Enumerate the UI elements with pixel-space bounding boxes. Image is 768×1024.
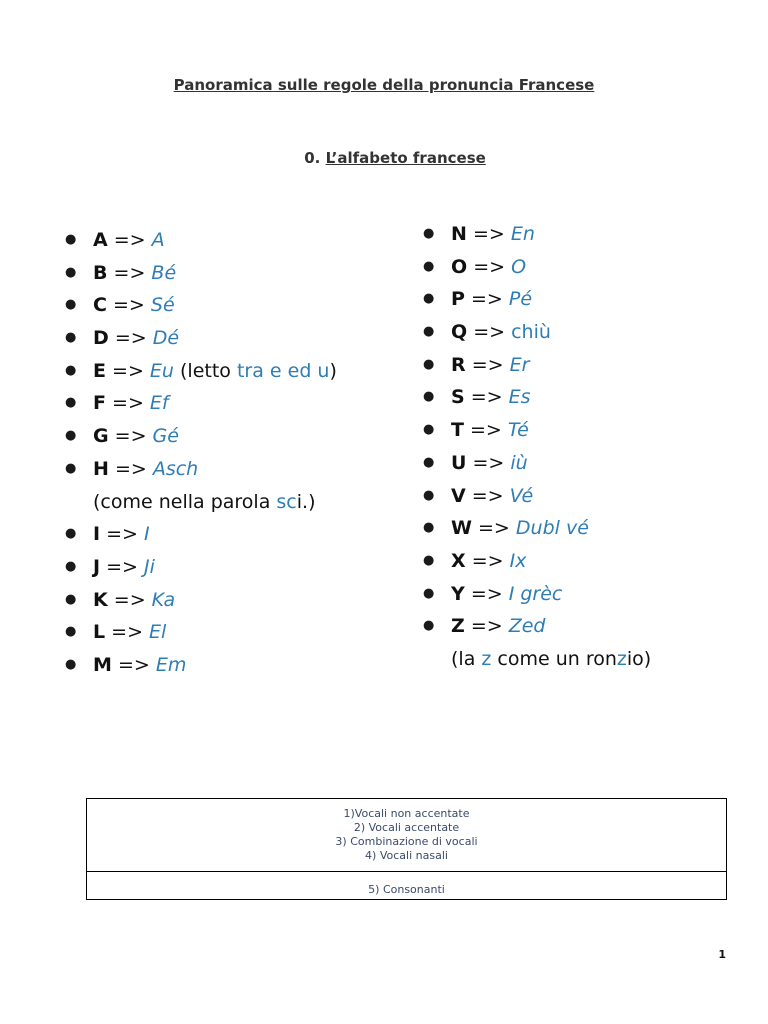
arrow: => [470,582,503,605]
pronunciation: Sé [150,294,175,317]
pronunciation: Ka [151,588,176,611]
note-highlight: z [616,647,627,670]
pronunciation: Em [155,653,187,676]
list-item [418,481,651,514]
list-item [60,323,337,356]
note-text: ) [329,359,337,382]
pronunciation: Es [508,386,531,409]
pronunciation: En [510,223,535,245]
pronunciation: chiù [511,321,551,344]
bullet-icon: ● [423,552,435,568]
list-item [418,284,651,317]
note-text: come un ron [491,647,617,670]
letter: M [93,653,112,676]
list-item [418,513,651,546]
pronunciation: El [149,621,167,644]
list-item [60,258,337,291]
bullet-icon: ● [65,558,77,574]
list-item [418,382,651,415]
list-item [60,552,337,585]
arrow: => [470,615,503,638]
list-item [60,356,337,389]
list-item [418,546,651,579]
pronunciation: O [511,255,527,278]
bullet-icon: ● [65,264,77,280]
pronunciation: Dé [152,327,180,350]
bullet-icon: ● [65,330,77,346]
list-item [60,290,337,323]
letter: S [451,386,465,409]
page-number: 1 [718,948,726,961]
letter: W [451,517,472,540]
bullet-icon: ● [423,389,435,405]
letter: O [451,255,468,278]
bullet-icon: ● [423,585,435,601]
bullet-icon: ● [423,258,435,274]
bullet-icon: ● [65,460,77,476]
pronunciation: I grèc [508,582,563,605]
letter: A [93,229,108,251]
letter: X [451,549,466,572]
arrow: => [112,392,144,415]
pronunciation: Dubl vé [515,517,589,540]
note-text: (la [451,647,482,670]
note-text: (letto [180,359,237,382]
letter: C [93,294,107,317]
list-item [418,350,651,383]
list-item [418,252,651,285]
pronunciation: iù [510,451,528,474]
pronunciation: Bé [151,261,177,284]
document-title-text: Panoramica sulle regole della pronuncia Francese [173,76,595,94]
pronunciation: Asch [152,457,199,480]
bullet-icon: ● [65,395,77,411]
list-item [418,219,651,252]
document-title [0,76,768,94]
section-heading [0,149,768,167]
toc-item[interactable]: 3) Combinazione di vocali [335,835,478,848]
pronunciation: Eu [149,359,174,382]
arrow: => [114,327,147,350]
bullet-icon: ● [65,591,77,607]
letter: B [93,261,108,284]
bullet-icon: ● [423,291,435,307]
pronunciation: Gé [152,425,179,448]
arrow: => [471,353,504,376]
letter: E [93,359,106,382]
arrow: => [113,261,146,284]
letter: I [93,523,101,546]
bullet-icon: ● [65,526,77,542]
arrow: => [473,321,506,344]
letter: N [451,223,467,245]
pronunciation: Vé [509,484,534,507]
bullet-icon: ● [423,487,435,503]
list-item [60,225,337,258]
bullet-icon: ● [65,362,77,378]
section-number: 0. [304,149,321,167]
arrow: => [114,457,147,480]
toc-item[interactable]: 1)Vocali non accentate [343,807,470,820]
arrow: => [117,653,150,676]
letter: R [451,353,466,376]
arrow: => [473,255,506,278]
note-highlight: z [481,647,492,670]
pronunciation: A [151,229,165,251]
letter: Y [451,582,465,605]
table-of-contents [86,798,727,900]
bullet-icon: ● [423,520,435,536]
letter: Z [451,615,465,638]
letter: Q [451,321,468,344]
note-highlight: tra e ed u [236,359,330,382]
list-item-note [60,487,337,520]
list-item-note [418,644,651,677]
note-text: io) [626,647,652,670]
list-item [60,388,337,421]
pronunciation: Zed [508,615,546,638]
list-item [60,454,337,487]
note-text: i.) [296,490,316,513]
toc-section-list [87,799,726,872]
arrow: => [114,425,147,448]
bullet-icon: ● [423,324,435,340]
letter: H [93,457,109,480]
pronunciation: Ji [144,555,155,578]
arrow: => [470,419,502,442]
list-item [418,415,651,448]
list-item [418,448,651,481]
arrow: => [478,517,510,540]
list-item [60,617,337,650]
bullet-icon: ● [65,624,77,640]
arrow: => [113,588,146,611]
pronunciation: Ix [509,549,527,572]
arrow: => [113,229,146,251]
letter: P [451,288,465,311]
bullet-icon: ● [65,232,77,247]
bullet-icon: ● [65,297,77,313]
arrow: => [106,555,138,578]
arrow: => [113,294,145,317]
bullet-icon: ● [423,226,435,241]
arrow: => [471,484,504,507]
bullet-icon: ● [423,422,435,438]
pronunciation: Pé [508,288,533,311]
list-item [418,611,651,644]
arrow: => [106,523,138,546]
list-item [60,519,337,552]
pronunciation: Té [507,419,529,442]
arrow: => [470,386,503,409]
arrow: => [111,621,143,644]
list-item [60,585,337,618]
letter: D [93,327,109,350]
arrow: => [471,549,504,572]
pronunciation: Er [509,353,530,376]
section-title-text: L’alfabeto francese [325,149,486,167]
letter: K [93,588,108,611]
alphabet-list-left [60,225,337,683]
pronunciation: Ef [149,392,169,415]
list-item [60,421,337,454]
letter: T [451,419,464,442]
arrow: => [470,288,503,311]
toc-item-consonanti[interactable]: 5) Consonanti [368,883,445,896]
bullet-icon: ● [423,454,435,470]
toc-item[interactable]: 4) Vocali nasali [365,849,448,862]
arrow: => [472,451,505,474]
pronunciation: I [144,523,150,546]
note-text: (come nella parola [93,490,277,513]
letter: J [93,555,101,578]
toc-item[interactable]: 2) Vocali accentate [353,821,460,834]
arrow: => [112,359,144,382]
letter: U [451,451,467,474]
bullet-icon: ● [65,656,77,672]
list-item [60,650,337,683]
letter: V [451,484,466,507]
toc-footer-row [87,872,726,897]
bullet-icon: ● [423,618,435,634]
letter: G [93,425,109,448]
alphabet-list-right [418,219,651,677]
note-highlight: sc [276,490,297,513]
bullet-icon: ● [423,356,435,372]
list-item [418,579,651,612]
letter: L [93,621,106,644]
arrow: => [472,223,505,245]
letter: F [93,392,106,415]
list-item [418,317,651,350]
bullet-icon: ● [65,428,77,444]
